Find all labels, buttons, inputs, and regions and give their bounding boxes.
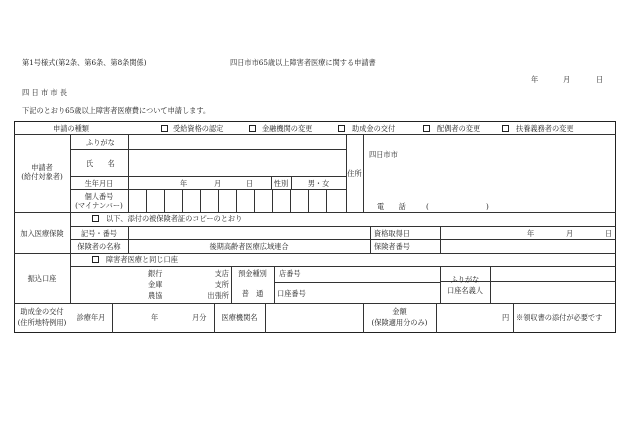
rule (200, 189, 201, 212)
type-checkbox-5[interactable] (502, 125, 509, 132)
address-value[interactable]: 四日市市 (369, 150, 398, 159)
id-label: 個人番号 (84, 192, 114, 201)
rule (218, 189, 219, 212)
insurer-number-label: 保険者番号 (374, 242, 410, 251)
same-account-note: 障害者医療と同じ口座 (106, 255, 178, 264)
phone-open-paren: ( (426, 202, 429, 211)
amount-sublabel: (保険適用分のみ) (371, 318, 428, 327)
rule (272, 189, 273, 212)
rule (326, 189, 327, 212)
form-number: 第1号様式(第2条、第6条、第8条関係) (22, 58, 147, 67)
rule (70, 176, 346, 177)
insurance-label: 加入医療保険 (20, 229, 64, 238)
treatment-month-label: 診療年月 (76, 313, 106, 322)
bank-type-2: 金庫 (148, 280, 163, 289)
type-checkbox-3[interactable] (338, 125, 345, 132)
acquired-month-label: 月 (566, 229, 574, 238)
address-label: 住所 (347, 169, 362, 178)
rule (14, 253, 616, 254)
benefit-label: 助成金の交付 (20, 307, 64, 316)
furigana-field[interactable] (134, 138, 344, 148)
intro-text: 下記のとおり65歳以上障害者医療費について申請します。 (22, 106, 211, 115)
type-option-4: 配偶者の変更 (437, 124, 481, 133)
type-option-2: 金融機関の変更 (262, 124, 313, 133)
type-checkbox-2[interactable] (249, 125, 256, 132)
rule (290, 189, 291, 212)
rule (112, 303, 113, 333)
copy-checkbox[interactable] (92, 215, 99, 222)
yen-label: 円 (502, 313, 510, 322)
symbol-number-label: 記号・番号 (81, 229, 117, 238)
birth-label: 生年月日 (84, 179, 114, 188)
rule (265, 303, 266, 333)
birth-year-label: 年 (180, 179, 188, 188)
acquired-day-label: 日 (605, 229, 613, 238)
type-row-label: 申請の種類 (53, 124, 89, 133)
type-option-3: 助成金の交付 (352, 124, 396, 133)
rule (236, 189, 237, 212)
type-checkbox-1[interactable] (161, 125, 168, 132)
rule (490, 266, 491, 303)
acquired-date-label: 資格取得日 (374, 229, 410, 238)
addressee: 四 日 市 市 長 (22, 88, 68, 97)
receipt-note: ※領収書の添付が必要です (516, 313, 603, 322)
rule (128, 134, 129, 212)
deposit-type-label: 預金種別 (238, 269, 267, 278)
rule (146, 189, 147, 212)
rule (254, 189, 255, 212)
rule (440, 266, 441, 303)
phone-label: 電 話 (377, 202, 406, 211)
branch-type-3: 出張所 (207, 291, 229, 300)
rule (274, 282, 440, 283)
birth-day-label: 日 (246, 179, 254, 188)
copy-note: 以下、添付の被保険者証のコピーのとおり (106, 214, 243, 223)
deposit-type-value[interactable]: 普 通 (241, 289, 264, 298)
rule (70, 226, 616, 227)
treatment-year-label: 年 (151, 313, 159, 322)
bank-type-3: 農協 (148, 291, 163, 300)
rule (440, 226, 441, 253)
applicant-label: 申請者 (31, 163, 53, 172)
account-number-label: 口座番号 (277, 289, 306, 298)
insurer-name-label: 保険者の名称 (77, 242, 121, 251)
rule (70, 149, 346, 150)
rule (363, 134, 364, 212)
acquired-year-label: 年 (527, 229, 535, 238)
bank-type-1: 銀行 (148, 269, 163, 278)
date-year-label: 年 (531, 75, 539, 84)
rule (70, 189, 346, 190)
rule (182, 189, 183, 212)
rule (370, 226, 371, 253)
institution-label: 医療機関名 (221, 313, 258, 322)
furigana-label: ふりがな (86, 138, 115, 147)
id-sublabel: (マイナンバー) (75, 201, 123, 210)
holder-furigana-label: ふりがな (450, 275, 480, 284)
type-option-1: 受給資格の認定 (173, 124, 224, 133)
same-account-checkbox[interactable] (92, 256, 99, 263)
benefit-sublabel: (住所地特例用) (17, 318, 67, 327)
birth-month-label: 月 (214, 179, 222, 188)
rule (308, 189, 309, 212)
rule (274, 266, 275, 303)
rule (70, 239, 616, 240)
form-title: 四日市市65歳以上障害者医療に関する申請書 (230, 58, 376, 67)
treatment-month-unit: 月分 (192, 313, 207, 322)
rule (14, 212, 616, 213)
rule (513, 303, 514, 333)
sex-label: 性別 (273, 179, 289, 188)
rule (70, 134, 71, 303)
rule (436, 303, 437, 333)
rule (164, 189, 165, 212)
insurer-name-value: 後期高齢者医療広域連合 (209, 242, 289, 251)
applicant-sublabel: (給付対象者) (21, 172, 63, 181)
rule (14, 303, 616, 304)
name-label: 氏 名 (86, 159, 115, 168)
rule (70, 266, 616, 267)
holder-name-label: 口座名義人 (447, 286, 483, 295)
phone-close-paren: ) (486, 202, 489, 211)
rule (14, 134, 616, 135)
store-number-label: 店番号 (279, 269, 301, 278)
bank-label: 振込口座 (27, 274, 57, 283)
amount-label: 金額 (392, 307, 407, 316)
date-day-label: 日 (596, 75, 604, 84)
name-field[interactable] (134, 152, 344, 174)
branch-type-1: 支店 (214, 269, 229, 278)
branch-type-2: 支所 (214, 280, 229, 289)
type-checkbox-4[interactable] (423, 125, 430, 132)
date-month-label: 月 (563, 75, 571, 84)
sex-value[interactable]: 男・女 (307, 179, 330, 188)
type-option-5: 扶養義務者の変更 (516, 124, 574, 133)
